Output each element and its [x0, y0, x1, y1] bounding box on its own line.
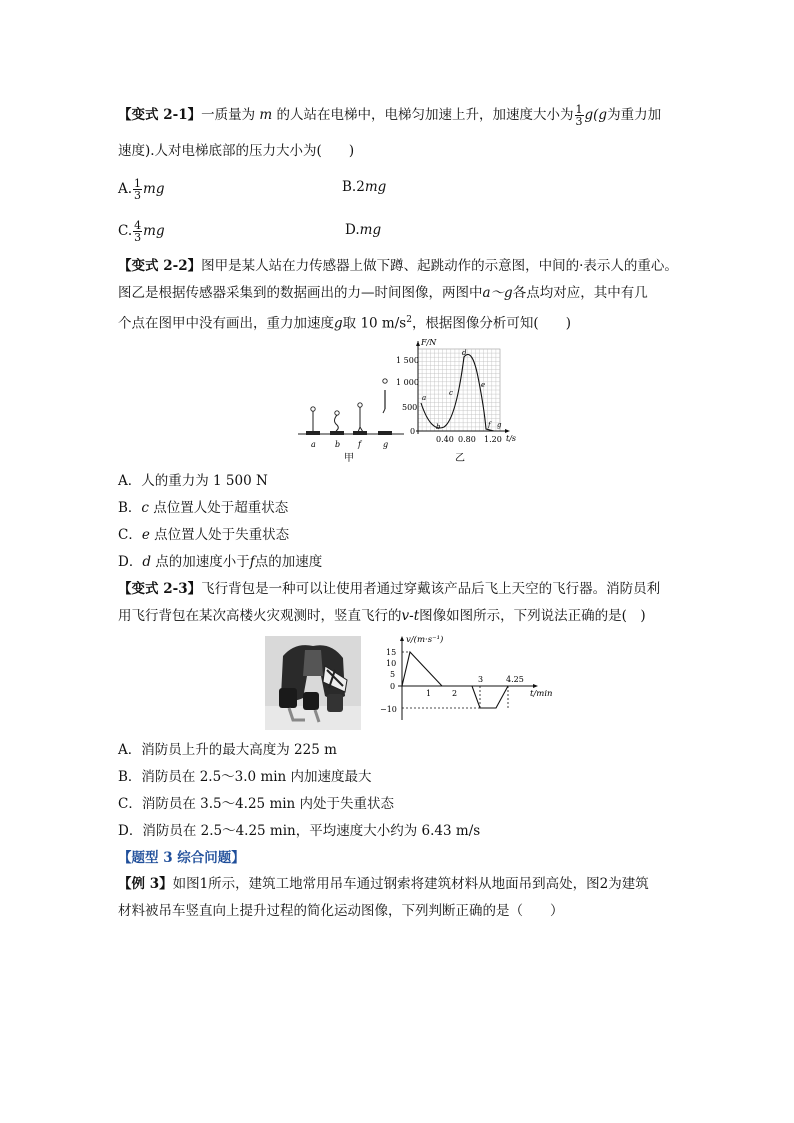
xtick-080: 0.80	[458, 435, 476, 444]
q21-tag: 【变式 2-1】	[118, 107, 202, 123]
label-g: g	[383, 440, 389, 449]
jetpack-photo	[265, 636, 361, 730]
jia-label: 甲	[344, 453, 354, 464]
q21-option-d: D.mg	[345, 222, 382, 238]
svg-text:a: a	[422, 394, 427, 402]
ytick-500: 500	[402, 403, 418, 412]
q22-option-b: B．c 点位置人处于超重状态	[118, 500, 289, 516]
q23-line1: 【变式 2-3】飞行背包是一种可以让使用者通过穿戴该产品后飞上天空的飞行器。消防员利	[118, 581, 661, 597]
ex3-tag: 【例 3】	[118, 876, 173, 892]
q21-line1: 【变式 2-1】一质量为 m 的人站在电梯中，电梯匀加速上升，加速度大小为 $\frac{1}{3}$ g(g为重力加	[118, 103, 662, 128]
q22-line2: 图乙是根据传感器采集到的数据画出的力—时间图像，两图中a～g各点均对应，其中有几	[118, 285, 648, 301]
label-f: f	[358, 440, 361, 449]
svg-text:c: c	[449, 389, 453, 397]
svg-text:b: b	[436, 423, 441, 431]
q22-line3: 个点在图甲中没有画出，重力加速度g取 10 $m/s^2$，根据图像分析可知( )	[118, 315, 571, 332]
fraction: $\frac{1}{3}$	[575, 103, 583, 128]
vt-ytick-10: 10	[386, 659, 397, 668]
vt-x-label: t/min	[530, 689, 553, 699]
ex3-line2: 材料被吊车竖直向上提升过程的简化运动图像，下列判断正确的是（ ）	[118, 903, 564, 919]
xtick-120: 1.20	[484, 435, 502, 444]
vt-xtick-1: 1	[426, 689, 432, 698]
section-title: 【题型 3 综合问题】	[118, 850, 245, 866]
q22-tag: 【变式 2-2】	[118, 258, 202, 274]
q23-line2: 用飞行背包在某次高楼火灾观测时，竖直飞行的v-t图像如图所示，下列说法正确的是( )	[118, 608, 646, 624]
y-axis-label: F/N	[421, 338, 437, 347]
vt-ytick-0: 0	[390, 682, 396, 691]
q23-option-a: A．消防员上升的最大高度为 225 m	[118, 742, 337, 758]
q22-line1: 【变式 2-2】图甲是某人站在力传感器上做下蹲、起跳动作的示意图，中间的·表示人的重心。	[118, 258, 678, 274]
svg-text:e: e	[481, 381, 486, 389]
q21-line2: 速度).人对电梯底部的压力大小为( )	[118, 143, 355, 159]
q23-option-b: B．消防员在 2.5～3.0 min 内加速度最大	[118, 769, 372, 785]
q22-option-c: C．e 点位置人处于失重状态	[118, 527, 290, 543]
q22-option-d: D．d 点的加速度小于f点的加速度	[118, 554, 323, 570]
q22-figure	[296, 337, 526, 465]
q21-option-c: C. $\frac{4}{3}$ mg	[118, 219, 165, 244]
label-b: b	[335, 440, 341, 449]
q23-option-d: D．消防员在 2.5～4.25 min，平均速度大小约为 6.43 m/s	[118, 823, 481, 839]
q21-option-b: B.2mg	[342, 179, 387, 195]
svg-text:f: f	[488, 421, 491, 429]
xtick-040: 0.40	[436, 435, 454, 444]
vt-ytick-15: 15	[386, 648, 397, 657]
figure-jia	[298, 379, 404, 464]
ytick-0: 0	[410, 427, 416, 436]
q21-option-a: A. $\frac{1}{3}$ mg	[118, 177, 165, 202]
vt-ytick-neg10: −10	[380, 705, 397, 714]
yi-label: 乙	[455, 453, 465, 464]
q23-option-c: C．消防员在 3.5～4.25 min 内处于失重状态	[118, 796, 395, 812]
vt-graph	[372, 632, 568, 724]
vt-xtick-425: 4.25	[506, 675, 524, 684]
svg-text:g: g	[497, 421, 502, 429]
svg-text:d: d	[462, 349, 467, 357]
vt-y-label: v/(m·s⁻¹)	[406, 635, 444, 645]
q23-tag: 【变式 2-3】	[118, 581, 202, 597]
label-a: a	[311, 440, 316, 449]
vt-ytick-5: 5	[390, 670, 396, 679]
ex3-line1: 【例 3】如图1所示，建筑工地常用吊车通过钢索将建筑材料从地面吊到高处，图2为建筑	[118, 876, 649, 892]
vt-xtick-3: 3	[478, 675, 484, 684]
q22-option-a: A．人的重力为 1 500 N	[118, 473, 268, 489]
x-axis-label: t/s	[506, 434, 517, 443]
figure-yi	[396, 338, 516, 464]
ytick-1000: 1 000	[396, 378, 419, 387]
velocity-curve	[402, 652, 522, 708]
ytick-1500: 1 500	[396, 356, 419, 365]
vt-xtick-2: 2	[452, 689, 458, 698]
